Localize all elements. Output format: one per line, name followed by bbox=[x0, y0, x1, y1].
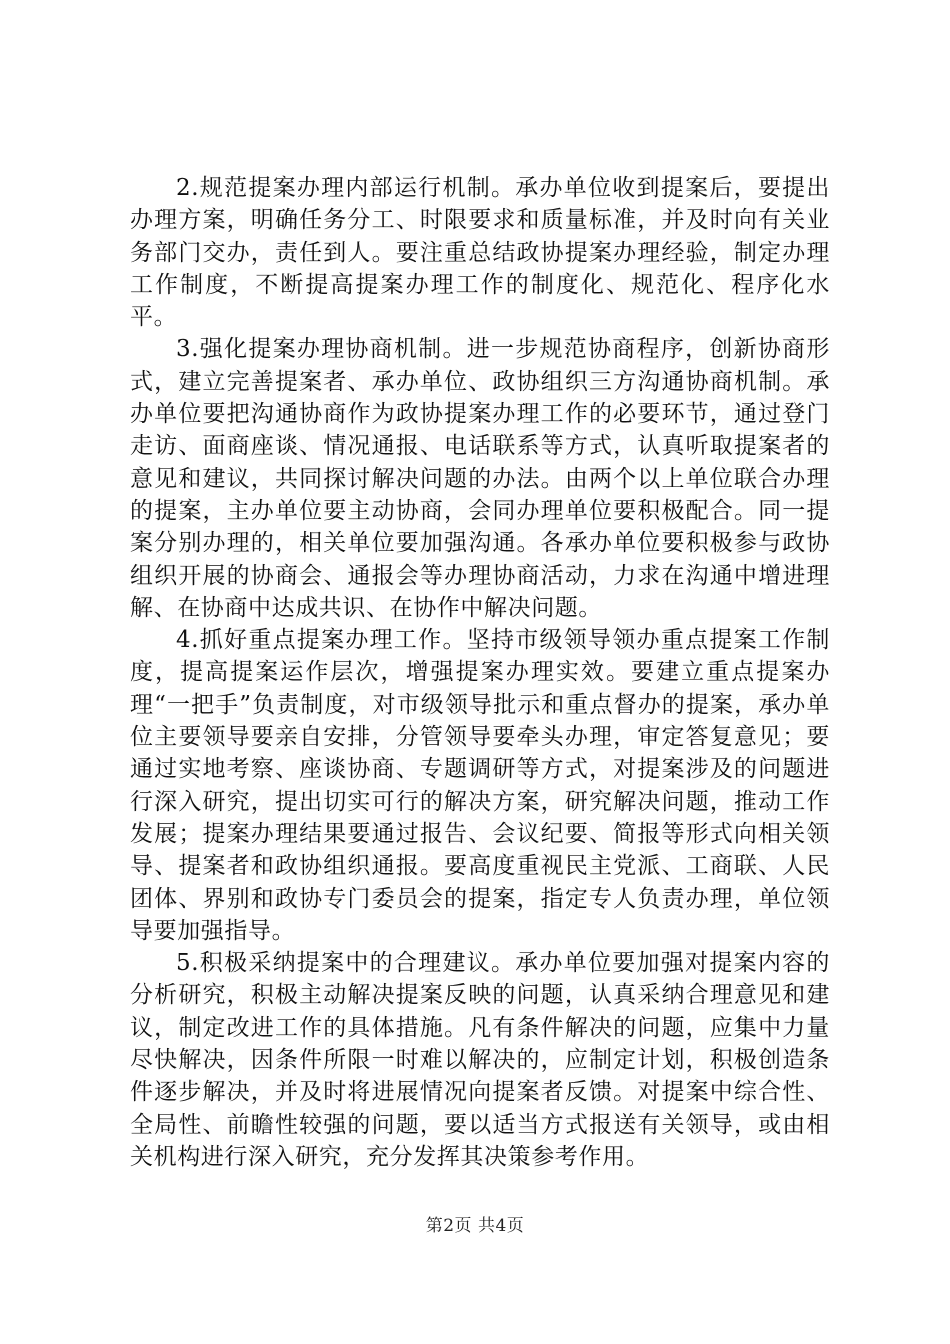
paragraph-4: 4.抓好重点提案办理工作。坚持市级领导领办重点提案工作制度，提高提案运作层次，增强提案办理实效。要建立重点提案办理“一把手”负责制度，对市级领导批示和重点督办的提案，承办单位主要领导要亲自安排，分管领导要牵头办理，审定答复意见；要通过实地考察、座谈协商、专题调研等方式，对提案涉及的问题进行深入研究，提出切实可行的解决方案，研究解决问题，推动工作发展；提案办理结果要通过报告、会议纪要、简报等形式向相关领导、提案者和政协组织通报。要高度重视民主党派、工商联、人民团体、界别和政协专门委员会的提案，指定专人负责办理，单位领导要加强指导。 bbox=[130, 627, 830, 944]
page-number-footer: 第2页 共4页 bbox=[425, 1216, 525, 1236]
document-body bbox=[130, 172, 830, 1173]
paragraph-3: 3.强化提案办理协商机制。进一步规范协商程序，创新协商形式，建立完善提案者、承办单位、政协组织三方沟通协商机制。承办单位要把沟通协商作为政协提案办理工作的必要环节，通过登门走访、面商座谈、情况通报、电话联系等方式，认真听取提案者的意见和建议，共同探讨解决问题的办法。由两个以上单位联合办理的提案，主办单位要主动协商，会同办理单位要积极配合。同一提案分别办理的，相关单位要加强沟通。各承办单位要积极参与政协组织开展的协商会、通报会等办理协商活动，力求在沟通中增进理解、在协商中达成共识、在协作中解决问题。 bbox=[130, 336, 830, 621]
paragraph-2: 2.规范提案办理内部运行机制。承办单位收到提案后，要提出办理方案，明确任务分工、时限要求和质量标准，并及时向有关业务部门交办，责任到人。要注重总结政协提案办理经验，制定办理工作制度，不断提高提案办理工作的制度化、规范化、程序化水平。 bbox=[130, 175, 830, 331]
paragraph-5: 5.积极采纳提案中的合理建议。承办单位要加强对提案内容的分析研究，积极主动解决提案反映的问题，认真采纳合理意见和建议，制定改进工作的具体措施。凡有条件解决的问题，应集中力量尽快解决，因条件所限一时难以解决的，应制定计划，积极创造条件逐步解决，并及时将进展情况向提案者反馈。对提案中综合性、全局性、前瞻性较强的问题，要以适当方式报送有关领导，或由相关机构进行深入研究，充分发挥其决策参考作用。 bbox=[130, 950, 830, 1170]
